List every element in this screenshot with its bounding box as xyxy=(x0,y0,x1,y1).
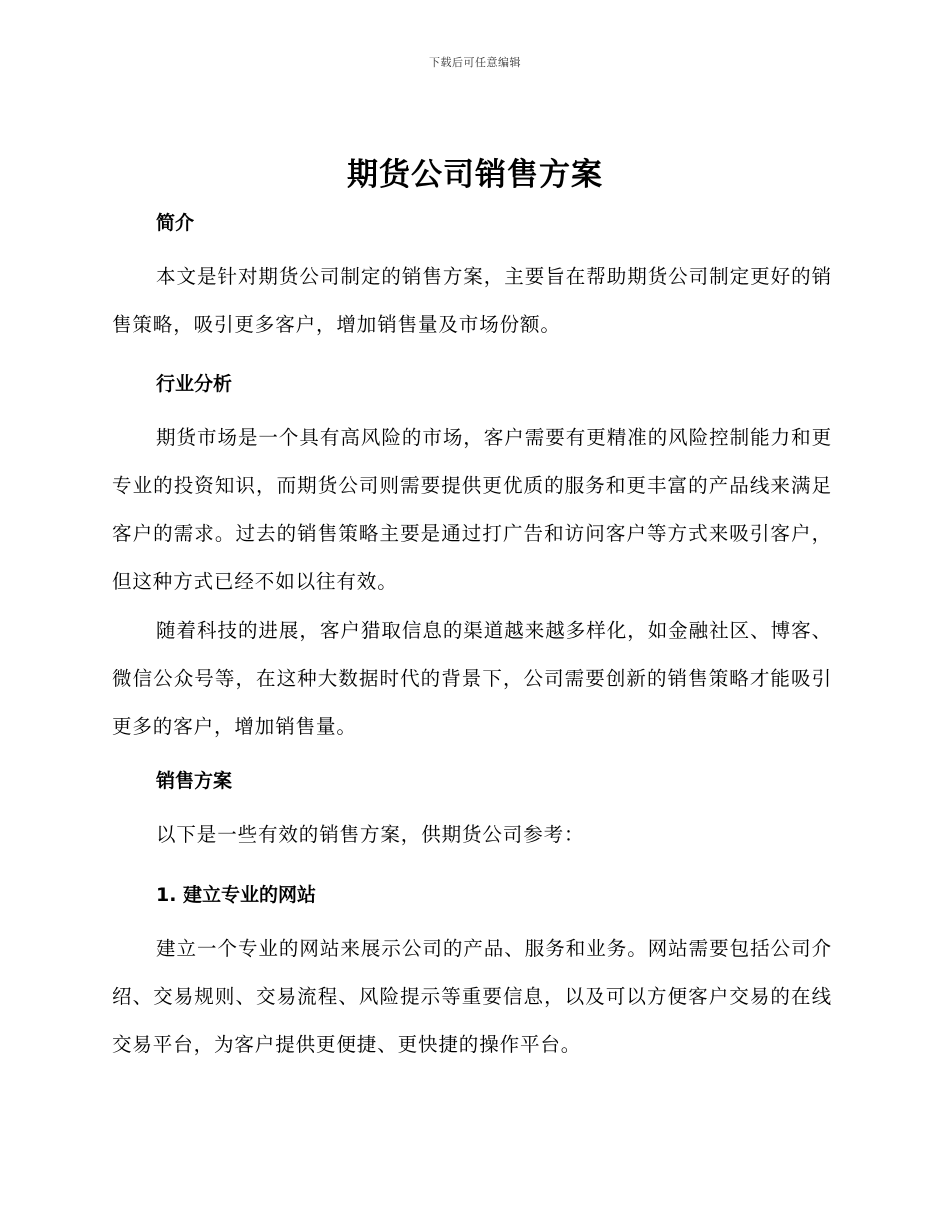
section-heading-intro: 简介 xyxy=(156,212,195,234)
industry-paragraph-2: 随着科技的进展，客户猎取信息的渠道越来越多样化，如金融社区、博客、微信公众号等，在这种大数据时代的背景下，公司需要创新的销售策略才能吸引更多的客户，增加销售量。 xyxy=(112,619,832,738)
intro-paragraph: 本文是针对期货公司制定的销售方案，主要旨在帮助期货公司制定更好的销售策略，吸引更多客户，增加销售量及市场份额。 xyxy=(112,265,832,336)
section-heading-industry: 行业分析 xyxy=(156,373,233,395)
industry-paragraph-1: 期货市场是一个具有高风险的市场，客户需要有更精准的风险控制能力和更专业的投资知识，而期货公司则需要提供更优质的服务和更丰富的产品线来满足客户的需求。过去的销售策略主要是通过打广告和访问客户等方式来吸引客户，但这种方式已经不如以往有效。 xyxy=(112,426,832,593)
section-heading-plan: 销售方案 xyxy=(156,770,233,792)
subsection-heading-website: 1. 建立专业的网站 xyxy=(156,884,317,906)
page-header-note: 下载后可任意编辑 xyxy=(429,56,521,69)
document-title: 期货公司销售方案 xyxy=(347,157,603,193)
website-paragraph: 建立一个专业的网站来展示公司的产品、服务和业务。网站需要包括公司介绍、交易规则、交易流程、风险提示等重要信息，以及可以方便客户交易的在线交易平台，为客户提供更便捷、更快捷的操作平台。 xyxy=(112,937,832,1056)
plan-intro-paragraph: 以下是一些有效的销售方案，供期货公司参考： xyxy=(156,823,585,846)
